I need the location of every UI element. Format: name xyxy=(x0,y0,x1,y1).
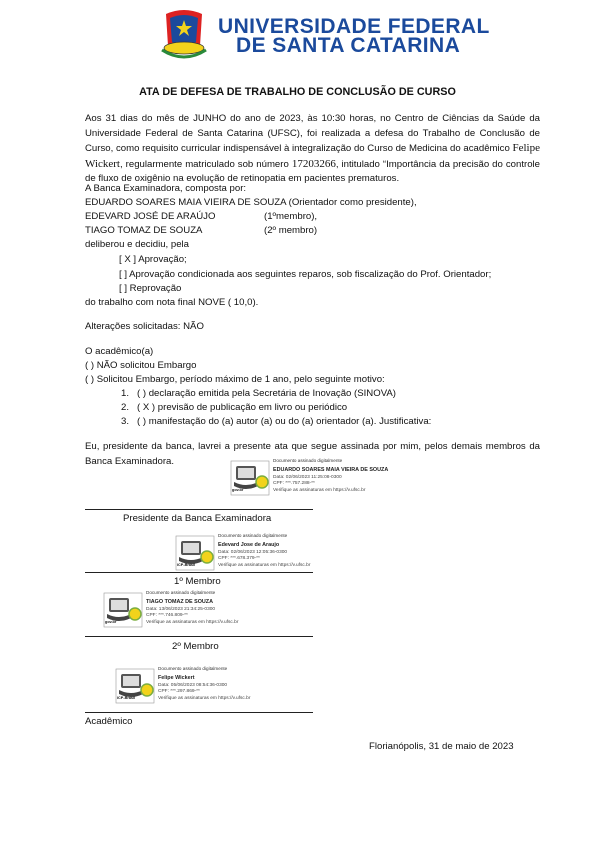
option-rejected: [ ] Reprovação xyxy=(119,283,182,294)
signature-title: Documento assinado digitalmente xyxy=(146,590,216,595)
signer-name: Felipe Wickert xyxy=(158,675,195,681)
signer-name: EDUARDO SOARES MAIA VIEIRA DE SOUZA xyxy=(273,467,389,473)
role-president: Presidente da Banca Examinadora xyxy=(123,513,272,524)
intro-part3: , intitulado “Importância da precisão do controle de fluxo de oxigênio na evolução de retinopatia em pacientes prematuros. xyxy=(85,158,540,184)
embargo-item-2: ( X ) previsão de publicação em livro ou periódico xyxy=(137,402,348,413)
embargo-item-1: ( ) declaração emitida pela Secretária de Inovação (SINOVA) xyxy=(137,388,396,399)
final-grade: do trabalho com nota final NOVE ( 10,0). xyxy=(85,297,259,308)
page-title: ATA DE DEFESA DE TRABALHO DE CONCLUSÃO DE CURSO xyxy=(139,86,456,98)
option-conditional: [ ] Aprovação condicionada aos seguintes reparos, sob fiscalização do Prof. Orientador; xyxy=(119,269,492,280)
decided-text: deliberou e decidiu, pela xyxy=(85,239,190,250)
signature-details xyxy=(218,550,310,569)
member-1: EDUARDO SOARES MAIA VIEIRA DE SOUZA (Orientador como presidente), xyxy=(85,197,417,208)
banca-intro: A Banca Examinadora, composta por: xyxy=(85,183,247,194)
seal-label: gov.br xyxy=(105,620,117,624)
signature-cpf: CPF: ***.757.288-** xyxy=(273,481,315,487)
digital-signature-2 xyxy=(175,533,347,573)
signature-date: Data: 02/06/2023 11:25:08-0300 xyxy=(273,475,342,480)
signature-cpf: CPF: ***.746.809-** xyxy=(146,613,188,619)
signature-verify: Verifique as assinaturas em https://v.ufsc.br xyxy=(218,562,311,568)
role-student: Acadêmico xyxy=(85,716,133,727)
embargo-item-2-num: 2. xyxy=(121,402,130,413)
member-2: EDEVARD JOSÉ DE ARAÚJO xyxy=(85,211,216,222)
icp-brasil-seal-icon xyxy=(175,535,215,571)
signature-line-member-2 xyxy=(85,636,313,637)
embargo-item-3-num: 3. xyxy=(121,416,130,427)
signature-title: Documento assinado digitalmente xyxy=(273,458,343,463)
university-name-line1: UNIVERSIDADE FEDERAL xyxy=(218,15,490,38)
signature-details xyxy=(158,683,250,702)
signature-details xyxy=(273,475,365,494)
embargo-item-1-num: 1. xyxy=(121,388,130,399)
signature-line-member-1 xyxy=(85,572,313,573)
signer-name: TIAGO TOMAZ DE SOUZA xyxy=(146,599,213,605)
alteracoes: Alterações solicitadas: NÃO xyxy=(85,321,204,332)
signature-verify: Verifique as assinaturas em https://v.ufsc.br xyxy=(158,695,251,701)
signature-title: Documento assinado digitalmente xyxy=(158,666,228,671)
intro-part2: , regularmente matriculado sob número xyxy=(119,158,292,170)
seal-label: ICP-Brasil xyxy=(117,696,136,700)
digital-signature-3 xyxy=(103,590,275,630)
intro-paragraph xyxy=(85,112,540,187)
signature-date: Data: 05/06/2023 08:54:36-0300 xyxy=(158,683,228,688)
digital-signature-1 xyxy=(230,458,402,498)
role-member-1: 1º Membro xyxy=(174,576,221,587)
signature-details xyxy=(146,607,238,626)
embargo-option-no: ( ) NÃO solicitou Embargo xyxy=(85,360,197,371)
university-name xyxy=(218,17,490,55)
signature-verify: Verifique as assinaturas em https://v.ufsc.br xyxy=(273,487,366,493)
icp-brasil-seal-icon xyxy=(115,668,155,704)
seal-label: ICP-Brasil xyxy=(177,563,196,567)
ufsc-logo xyxy=(156,6,212,62)
embargo-intro: O acadêmico(a) xyxy=(85,346,154,357)
student-name: Felipe Wickert xyxy=(85,142,540,170)
signer-name: Edevard Jose de Araujo xyxy=(218,542,280,548)
signature-title: Documento assinado digitalmente xyxy=(218,533,288,538)
intro-part1: Aos 31 dias do mês de JUNHO do ano de 2023, às 10:30 horas, no Centro de Ciências da Saúde da Universidade Federal de Santa Catarina (UFSC), foi realizada a defesa do Trabalho de Conclusão de Curso, como requisito curricular indispensável à integralização do Curso de Medicina do acadêmico xyxy=(85,113,540,154)
seal-label: gov.br xyxy=(232,488,244,492)
member-3-role: (2º membro) xyxy=(264,225,318,236)
embargo-item-3: ( ) manifestação do (a) autor (a) ou do (a) orientador (a). Justificativa: xyxy=(137,416,432,427)
university-name-line2: DE SANTA CATARINA xyxy=(236,34,461,57)
member-2-role: (1ºmembro), xyxy=(264,211,318,222)
signature-cpf: CPF: ***.297.869-** xyxy=(158,689,200,695)
embargo-option-yes: ( ) Solicitou Embargo, período máximo de 1 ano, pelo seguinte motivo: xyxy=(85,374,385,385)
role-member-2: 2º Membro xyxy=(172,641,219,652)
student-number: 17203266 xyxy=(291,157,336,170)
govbr-seal-icon xyxy=(103,592,143,628)
closing-paragraph: Eu, presidente da banca, lavrei a presente ata que segue assinada por mim, pelos demais membros da Banca Examinadora. xyxy=(85,441,540,467)
signature-date: Data: 02/06/2023 12:05:36-0300 xyxy=(218,550,288,555)
place-date: Florianópolis, 31 de maio de 2023 xyxy=(369,741,514,752)
signature-line-student xyxy=(85,712,313,713)
signature-date: Data: 13/06/2023 21:34:25-0300 xyxy=(146,607,216,612)
option-approved: [ X ] Aprovação; xyxy=(119,254,187,265)
digital-signature-4 xyxy=(115,666,287,706)
signature-verify: Verifique as assinaturas em https://v.ufsc.br xyxy=(146,619,239,625)
signature-cpf: CPF: ***.678.379-** xyxy=(218,556,260,562)
signature-line-president xyxy=(85,509,313,510)
member-3: TIAGO TOMAZ DE SOUZA xyxy=(85,225,203,236)
govbr-seal-icon xyxy=(230,460,270,496)
